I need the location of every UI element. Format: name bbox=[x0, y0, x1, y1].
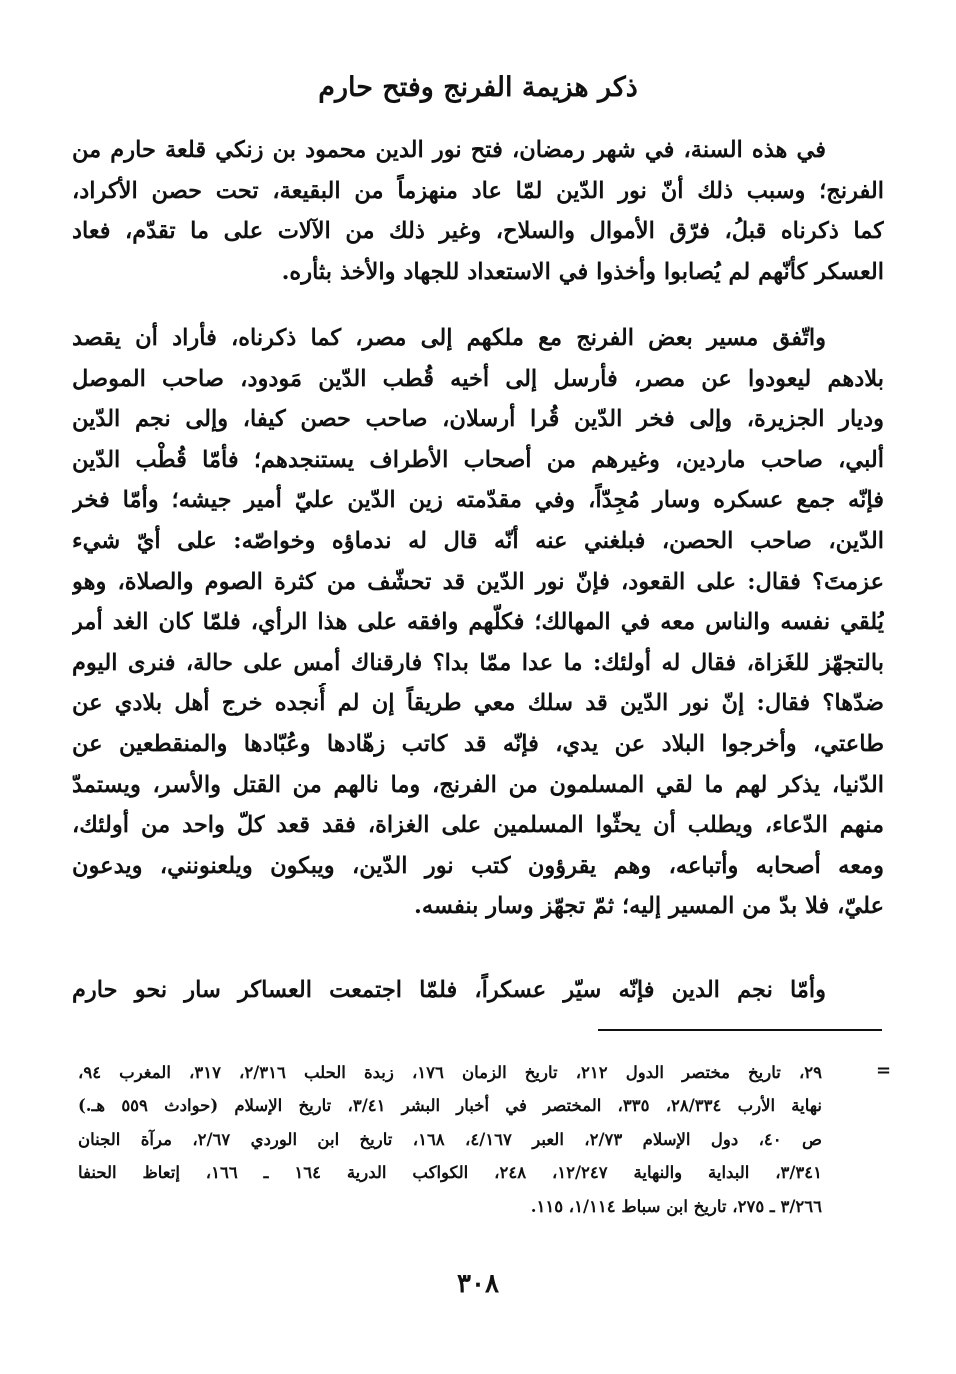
text-line: الفرنج؛ وسبب ذلك أنّ نور الدّين لمّا عاد منهزماً من البقيعة، تحت حصن الأكراد، bbox=[72, 177, 884, 204]
footnote-line: ٣/٣٤١، البداية والنهاية ١٢/٢٤٧، ٢٤٨، الكواكب الدرية ١٦٤ ـ ١٦٦، إتعاظ الحنفا bbox=[78, 1163, 822, 1183]
text-line: عزمتَ؟ فقال: على القعود، فإنّ نور الدّين قد تحشّف من كثرة الصوم والصلاة، وهو bbox=[72, 568, 884, 595]
paragraph-3 bbox=[72, 970, 884, 1011]
text-line: فإنّه جمع عسكره وسار مُجِدّاً، وفي مقدّمته زين الدّين عليّ أمير جيشه؛ وأمّا فخر bbox=[72, 487, 884, 514]
text-line: طاعتي، وأخرجوا البلاد عن يدي، فإنّه قد كاتب زهّادها وعُبّادها والمنقطعين عن bbox=[72, 730, 884, 757]
footnote-line: ٢٩، تاريخ مختصر الدول ٢١٢، تاريخ الزمان ١٧٦، زبدة الحلب ٢/٣١٦، ٣١٧، المغرب ٩٤، bbox=[78, 1063, 822, 1082]
text-line: يُلقي نفسه والناس معه في المهالك؛ فكلّهم وافقه على هذا الرأي، فلمّا كان الغد أمر bbox=[72, 609, 884, 636]
text-line: في هذه السنة، في شهر رمضان، فتح نور الدين محمود بن زنكي قلعة حارم من bbox=[72, 137, 826, 163]
footnotes bbox=[78, 1056, 822, 1223]
text-line: الدّين، صاحب الحصن، فبلغني عنه أنّه قال له ندماؤه وخواصّه: على أيّ شيء bbox=[72, 527, 884, 554]
text-line: وأمّا نجم الدين فإنّه سيّر عسكراً، فلمّا اجتمعت العساكر سار نحو حارم bbox=[72, 977, 826, 1003]
text-line: ضدّها؟ فقال: إنّ نور الدّين قد سلك معي طريقاً إن لم أُنجده خرج أهل بلادي عن bbox=[72, 690, 884, 717]
text-line: بلادهم ليعودوا عن مصر، فأرسل إلى أخيه قُطب الدّين مَودود، صاحب الموصل bbox=[72, 365, 884, 392]
footnote-continuation-mark: = bbox=[876, 1060, 892, 1081]
text-line: عليّ، فلا بدّ من المسير إليه؛ ثمّ تجهّز وسار بنفسه. bbox=[414, 893, 884, 920]
footnote-line: نهاية الأرب ٢٨/٣٣٤، ٣٣٥، المختصر في أخبار البشر ٣/٤١، تاريخ الإسلام (حوادث ٥٥٩ هـ.) bbox=[78, 1096, 822, 1116]
text-line: منهم الدّعاء، ويطلب أن يحثّوا المسلمين على الغزاة، فقد قعد كلّ واحد من أولئك، bbox=[72, 812, 884, 839]
text-line: ومعه أصحابه وأتباعه، وهم يقرؤون كتب نور الدّين، ويبكون ويلعنونني، ويدعون bbox=[72, 852, 884, 879]
paragraph-1 bbox=[72, 130, 884, 292]
text-line: الدّنيا، يذكر لهم ما لقي المسلمون من الفرنج، وما نالهم من القتل والأسر، ويستمدّ bbox=[72, 771, 884, 798]
chapter-title: ذكر هزيمة الفرنج وفتح حارم bbox=[318, 72, 638, 103]
page-number: ٣٠٨ bbox=[457, 1269, 499, 1299]
text-line: وديار الجزيرة، وإلى فخر الدّين قُرا أرسلان، صاحب حصن كيفا، وإلى نجم الدّين bbox=[72, 406, 884, 433]
text-line: العسكر كأنّهم لم يُصابوا وأخذوا في الاستعداد للجهاد والأخذ بثأره. bbox=[281, 258, 884, 285]
footnote-line: ص ٤٠، دول الإسلام ٢/٧٣، العبر ٤/١٦٧، ١٦٨، تاريخ ابن الوردي ٢/٦٧، مرآة الجنان bbox=[78, 1129, 822, 1149]
text-line: ألبي، صاحب ماردين، وغيرهم من أصحاب الأطراف يستنجدهم؛ فأمّا قُطْب الدّين bbox=[72, 446, 884, 473]
footnote-separator bbox=[598, 1029, 882, 1031]
paragraph-2 bbox=[72, 318, 884, 927]
text-line: كما ذكرناه قبلُ، فرّق الأموال والسلاح، وغير ذلك من الآلات على ما تقدّم، فعاد bbox=[72, 218, 884, 245]
text-line: بالتجهّز للغَزاة، فقال له أولئك: ما عدا ممّا بدا؟ فارقناك أمس على حالة، فنرى اليوم bbox=[72, 649, 884, 676]
text-line: واتّفق مسير بعض الفرنج مع ملكهم إلى مصر، كما ذكرناه، فأراد أن يقصد bbox=[72, 325, 826, 351]
footnote-line: ٣/٢٦٦ ـ ٢٧٥، تاريخ ابن سباط ١/١١٤، ١١٥. bbox=[530, 1196, 822, 1216]
